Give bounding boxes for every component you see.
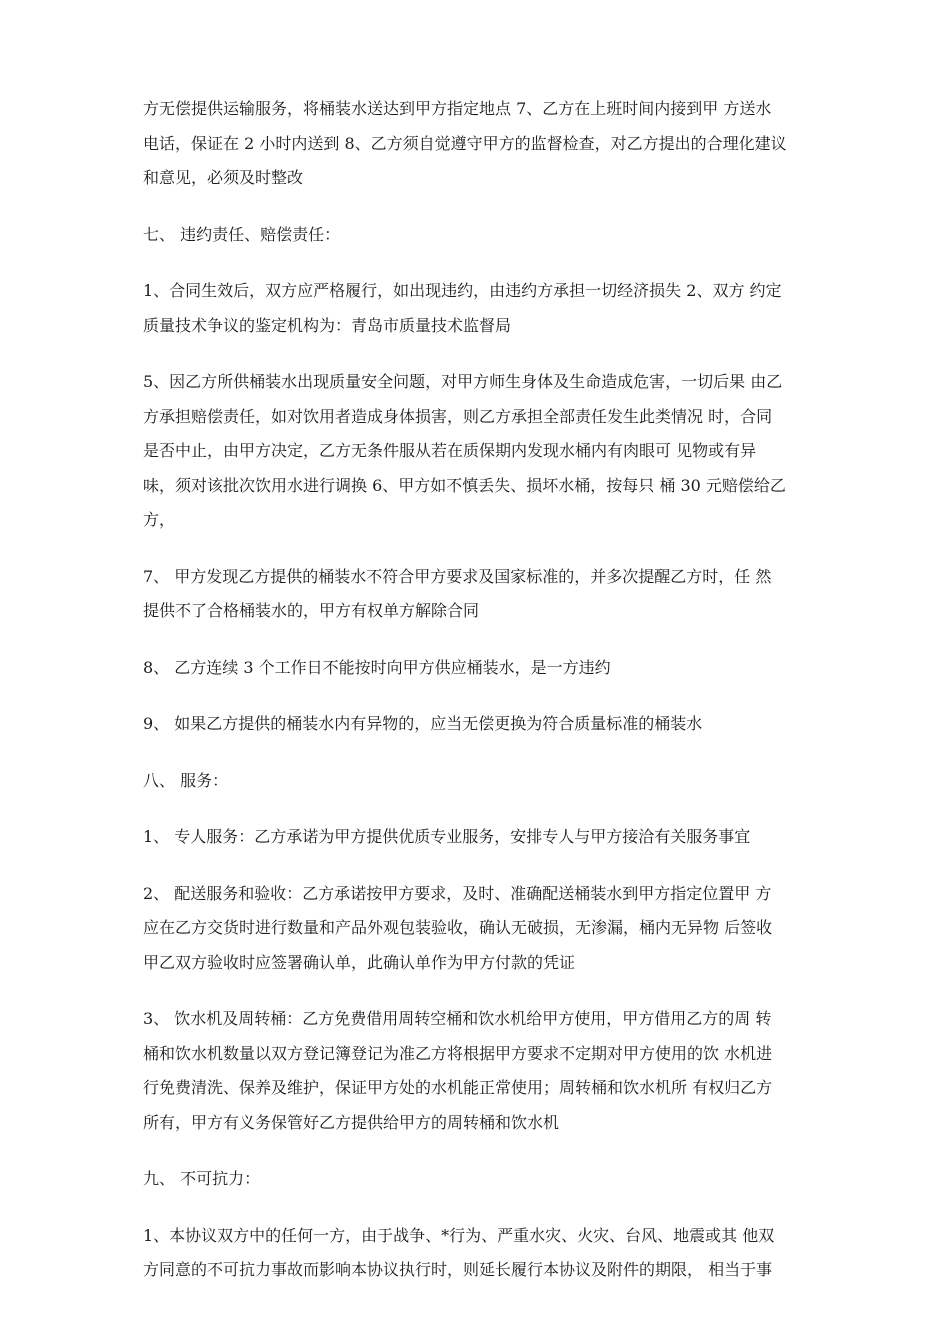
text-line: 方无偿提供运输服务，将桶装水送达到甲方指定地点 7、乙方在上班时间内接到甲 方送水 — [143, 99, 772, 118]
paragraph — [143, 820, 833, 855]
paragraph — [143, 560, 833, 629]
text-line: 是否中止，由甲方决定，乙方无条件服从若在质保期内发现水桶内有肉眼可 见物或有异 — [143, 441, 757, 460]
paragraph — [143, 1002, 833, 1140]
text-line: 甲乙双方验收时应签署确认单，此确认单作为甲方付款的凭证 — [143, 952, 576, 972]
text-line: 和意见，必须及时整改 — [143, 168, 304, 187]
text-line: 七、 违约责任、赔偿责任： — [143, 224, 341, 244]
text-line: 九、 不可抗力： — [143, 1169, 261, 1188]
document-page — [143, 92, 833, 1310]
text-line: 提供不了合格桶装水的，甲方有权单方解除合同 — [143, 601, 480, 620]
paragraph — [143, 274, 833, 343]
text-line: 5、因乙方所供桶装水出现质量安全问题，对甲方师生身体及生命造成危害，一切后果 由乙 — [143, 372, 783, 391]
text-line: 电话，保证在 2 小时内送到 8、乙方须自觉遵守甲方的监督检查，对乙方提出的合理化建议 — [143, 133, 787, 153]
paragraph — [143, 1219, 833, 1288]
text-line: 应在乙方交货时进行数量和产品外观包装验收，确认无破损，无渗漏，桶内无异物 后签收 — [143, 918, 773, 937]
paragraph — [143, 651, 833, 686]
text-line: 八、 服务： — [143, 770, 229, 790]
paragraph — [143, 1162, 833, 1197]
text-line: 1、合同生效后，双方应严格履行，如出现违约，由违约方承担一切经济损失 2、双方 约定 — [143, 281, 782, 300]
text-line: 桶和饮水机数量以双方登记簿登记为准乙方将根据甲方要求不定期对甲方使用的饮 水机进 — [143, 1043, 773, 1063]
text-line: 行免费清洗、保养及维护，保证甲方处的水机能正常使用；周转桶和饮水机所 有权归乙方 — [143, 1078, 773, 1097]
paragraph — [143, 218, 833, 253]
paragraph — [143, 764, 833, 799]
text-line: 8、 乙方连续 3 个工作日不能按时向甲方供应桶装水，是一方违约 — [143, 657, 611, 677]
text-line: 方同意的不可抗力事故而影响本协议执行时，则延长履行本协议及附件的期限， 相当于事 — [143, 1260, 773, 1279]
text-line: 9、 如果乙方提供的桶装水内有异物的，应当无偿更换为符合质量标准的桶装水 — [143, 714, 703, 733]
paragraph — [143, 877, 833, 981]
text-line: 所有，甲方有义务保管好乙方提供给甲方的周转桶和饮水机 — [143, 1112, 560, 1132]
text-line: 2、 配送服务和验收：乙方承诺按甲方要求，及时、准确配送桶装水到甲方指定位置甲 方 — [143, 883, 772, 903]
text-line: 1、 专人服务：乙方承诺为甲方提供优质专业服务，安排专人与甲方接洽有关服务事宜 — [143, 827, 751, 846]
text-line: 质量技术争议的鉴定机构为：青岛市质量技术监督局 — [143, 315, 512, 335]
text-line: 方， — [143, 510, 176, 529]
text-line: 7、 甲方发现乙方提供的桶装水不符合甲方要求及国家标准的，并多次提醒乙方时，任 然 — [143, 566, 772, 586]
paragraph — [143, 92, 833, 196]
text-line: 1、本协议双方中的任何一方，由于战争、*行为、严重水灾、火灾、台风、地震或其 他双 — [143, 1225, 775, 1245]
text-line: 方承担赔偿责任，如对饮用者造成身体损害，则乙方承担全部责任发生此类情况 时，合同 — [143, 406, 773, 426]
text-line: 味，须对该批次饮用水进行调换 6、甲方如不慎丢失、损坏水桶，按每只 桶 30 元赔偿给乙 — [143, 475, 786, 495]
paragraph — [143, 365, 833, 538]
paragraph — [143, 707, 833, 742]
text-line: 3、 饮水机及周转桶：乙方免费借用周转空桶和饮水机给甲方使用，甲方借用乙方的周 转 — [143, 1009, 772, 1028]
